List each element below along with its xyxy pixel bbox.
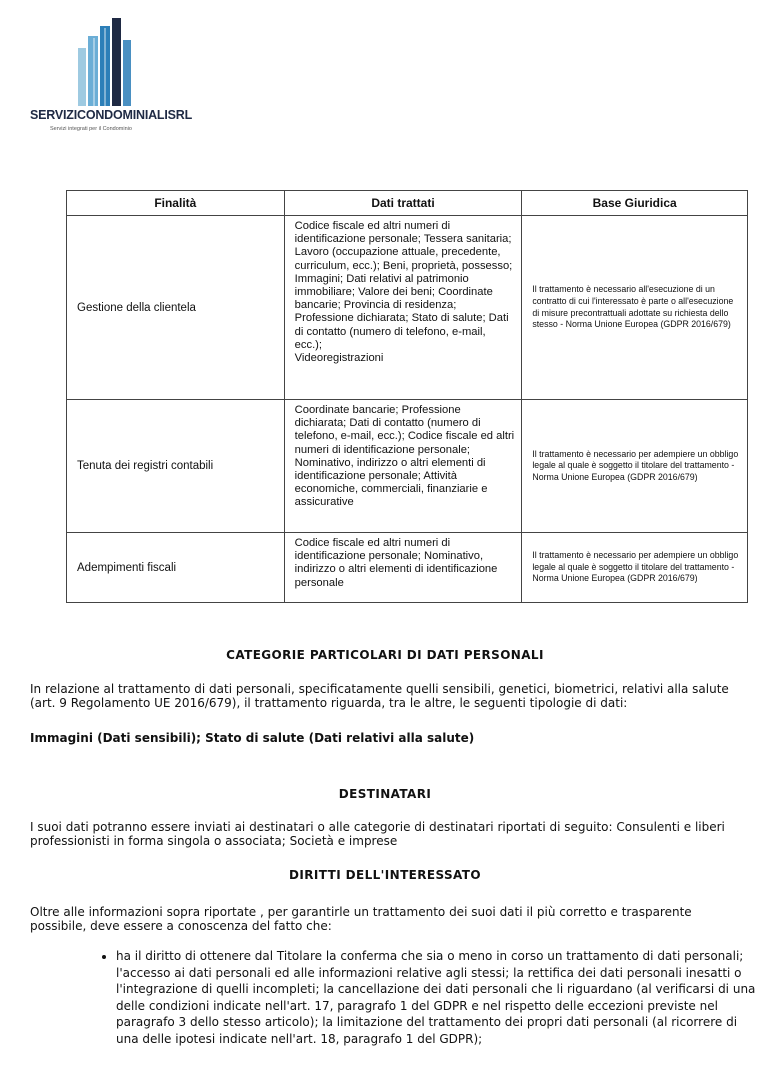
finalita-cell: Tenuta dei registri contabili [67, 400, 285, 533]
table-row [67, 216, 748, 400]
header-base: Base Giuridica [522, 191, 748, 216]
building-icon [72, 18, 142, 106]
dati-cell [284, 216, 522, 400]
company-logo [22, 18, 192, 148]
rights-list [100, 948, 756, 1048]
table-row [67, 533, 748, 603]
dati-extra-text: Videoregistrazioni [294, 352, 384, 365]
categorie-bold-text: Immagini (Dati sensibili); Stato di salute (Dati relativi alla salute) [30, 731, 475, 745]
brand-tagline: Servizi integrati per il Condominio [50, 126, 132, 132]
table-header-row [67, 191, 748, 216]
header-finalita: Finalità [67, 191, 285, 216]
list-item: • ha il diritto di ottenere dal Titolare la conferma che sia o meno in corso un trattamento di dati personali; l'accesso ai dati personali ed alle informazioni relative agli stessi; la rettifica dei dati personali inesatti o l'integrazione di quelli incompleti; la cancellazione dei dati personali che li riguardano (al verificarsi di una delle condizioni indicate nell'art. 17, paragrafo 1 del GDPR e nel rispetto delle eccezioni previste nel paragrafo 3 dello stesso articolo); la limitazione del trattamento dei propri dati personali (al ricorrere di una delle ipotesi indicate nell'art. 18, paragrafo 1 del GDPR); [116, 948, 756, 1048]
base-cell: Il trattamento è necessario per adempiere un obbligo legale al quale è soggetto il titolare del trattamento - Norma Unione Europea (GDPR 2016/679) [522, 400, 748, 533]
base-cell: Il trattamento è necessario per adempiere un obbligo legale al quale è soggetto il titolare del trattamento - Norma Unione Europea (GDPR 2016/679) [522, 533, 748, 603]
brand-name: SERVIZICONDOMINIALISRL [30, 108, 193, 122]
dati-text: Coordinate bancarie; Professione dichiarata; Dati di contatto (numero di telefono, e-mail, ecc.); Codice fiscale ed altri numeri di identificazione personale; Nominativo, indirizzo o altri elementi di identificazione personale; Attività economiche, commerciali, finanziarie e assicurative [294, 404, 515, 509]
dati-cell [284, 533, 522, 603]
section-title-destinatari: DESTINATARI [338, 787, 432, 801]
finalita-table [66, 190, 748, 603]
dati-text: Codice fiscale ed altri numeri di identificazione personale; Tessera sanitaria; Lavoro (occupazione attuale, precedente, curriculum, ecc.); Beni, proprietà, possesso; Immagini; Dati relativi al patrimonio immobiliare; Valore dei beni; Coordinate bancarie; Provincia di residenza; Professione dichiarata; Stato di salute; Dati di contatto (numero di telefono, e-mail, ecc.); [294, 220, 513, 351]
finalita-cell: Adempimenti fiscali [67, 533, 285, 603]
categorie-text: In relazione al trattamento di dati personali, specificatamente quelli sensibili, genetici, biometrici, relativi alla salute (art. 9 Regolamento UE 2016/679), il trattamento riguarda, tra le altre, le seguenti tipologie di dati: [30, 682, 729, 710]
dati-text: Codice fiscale ed altri numeri di identificazione personale; Nominativo, indirizzo o altri elementi di identificazione personale [294, 537, 498, 589]
header-dati: Dati trattati [284, 191, 522, 216]
dati-cell [284, 400, 522, 533]
destinatari-text: I suoi dati potranno essere inviati ai destinatari o alle categorie di destinatari riportati di seguito: Consulenti e liberi professionisti in forma singola o associata; Società e imprese [30, 820, 725, 848]
base-cell: Il trattamento è necessario all'esecuzione di un contratto di cui l'interessato è parte o all'esecuzione di misure precontrattuali adottate su richiesta dello stesso - Norma Unione Europea (GDPR 2016/679) [522, 216, 748, 400]
finalita-cell: Gestione della clientela [67, 216, 285, 400]
table-row [67, 400, 748, 533]
section-title-categorie: CATEGORIE PARTICOLARI DI DATI PERSONALI [226, 648, 544, 662]
diritti-intro: Oltre alle informazioni sopra riportate , per garantirle un trattamento dei suoi dati il più corretto e trasparente possibile, deve essere a conoscenza del fatto che: [30, 905, 692, 933]
section-title-diritti: DIRITTI DELL'INTERESSATO [289, 868, 481, 882]
